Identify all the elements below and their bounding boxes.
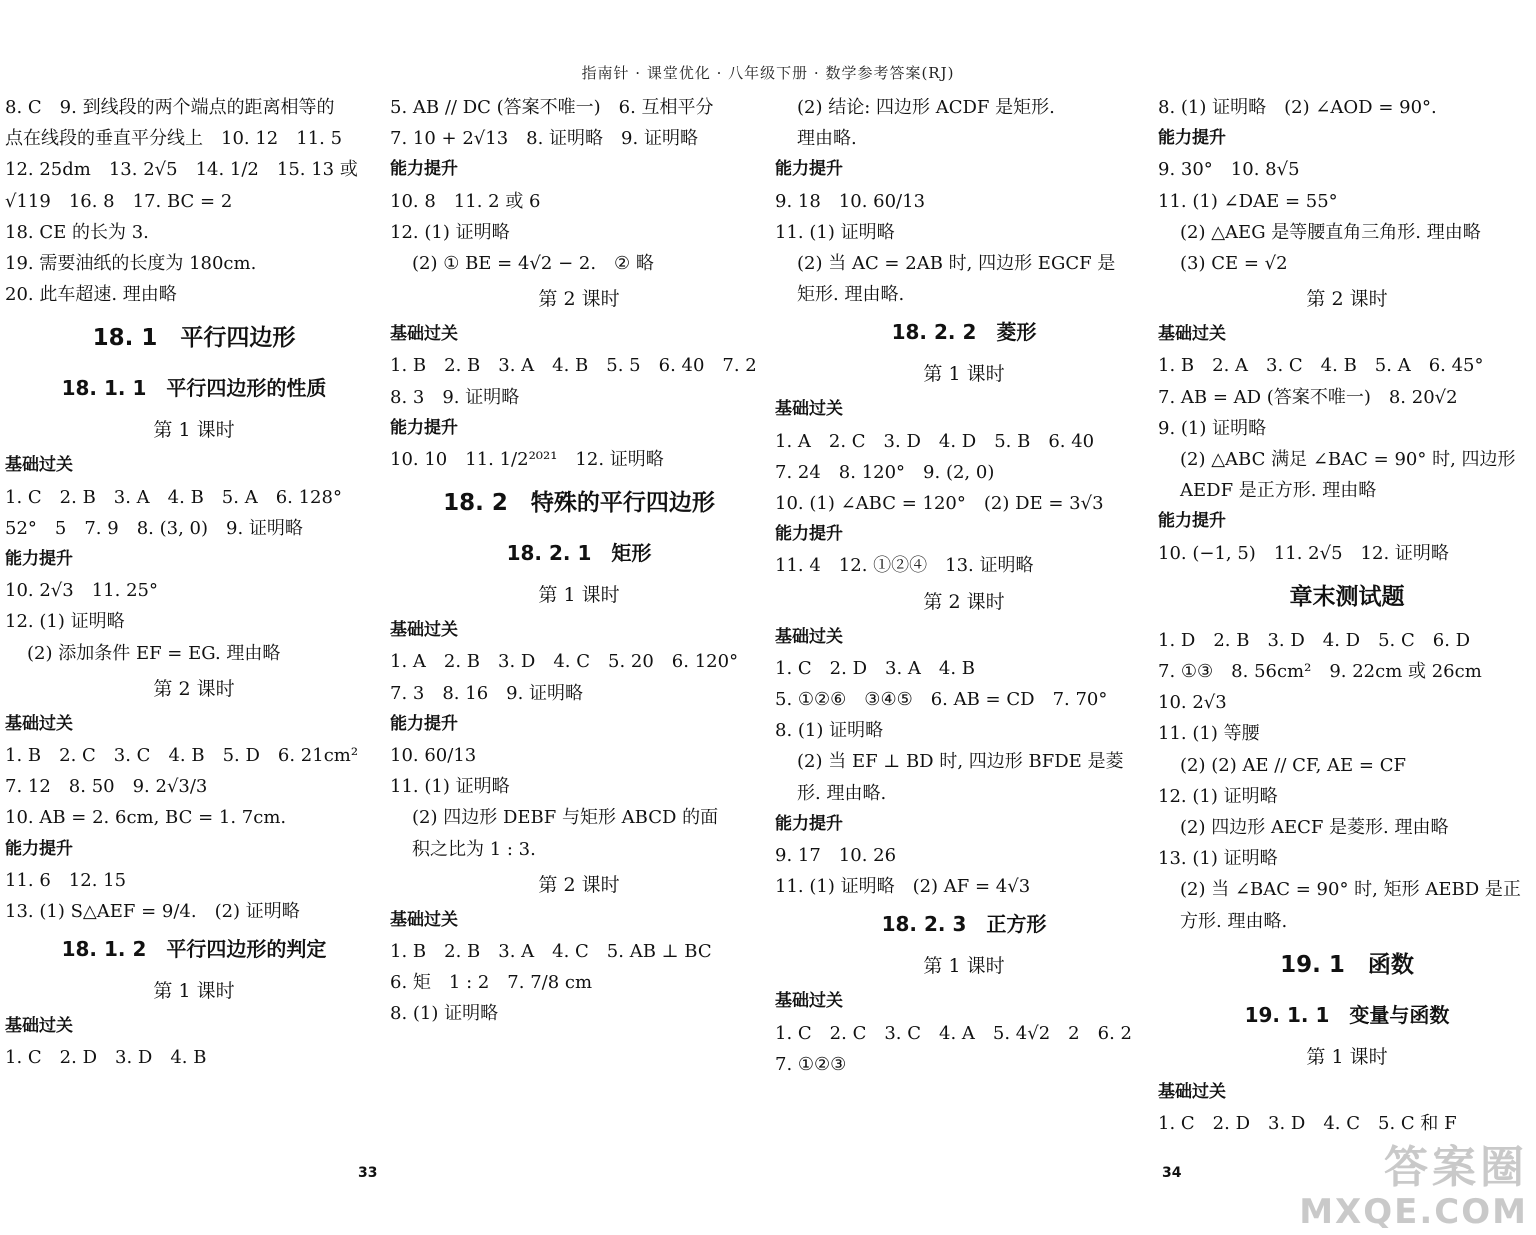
answer-line: 19. 需要油纸的长度为 180cm. [5,253,257,275]
answer-line: 1. C 2. D 3. D 4. C 5. C 和 F [1158,1113,1457,1135]
section-label: 基础过关 [390,324,458,345]
answer-line: 11. 4 12. ①②④ 13. 证明略 [775,555,1034,577]
answer-line: 8. 3 9. 证明略 [390,386,520,408]
answer-subline: (2) 当 EF ⊥ BD 时, 四边形 BFDE 是菱 [797,751,1124,773]
watermark [1299,1143,1528,1231]
answer-line: 10. 2√3 [1158,692,1227,714]
section-label: 基础过关 [390,909,458,930]
section-label: 基础过关 [390,620,458,641]
answer-subline: 理由略. [797,128,857,150]
answer-line: 13. (1) 证明略 [1158,848,1278,870]
answer-line: 9. (1) 证明略 [1158,417,1267,439]
section-label: 能力提升 [775,813,843,834]
answer-line: 12. (1) 证明略 [5,611,125,633]
answer-line: 7. 3 8. 16 9. 证明略 [390,682,584,704]
answer-subline: 矩形. 理由略. [797,284,905,306]
answer-line: 7. 10 + 2√13 8. 证明略 9. 证明略 [390,128,698,150]
answer-line: 1. B 2. B 3. A 4. B 5. 5 6. 40 7. 2 [390,355,757,377]
answer-line: 1. C 2. D 3. A 4. B [775,657,976,679]
answer-subline: 形. 理由略. [797,782,887,804]
watermark-logo-text: 答案圈 [1384,1142,1528,1193]
section-label: 基础过关 [1158,1081,1226,1102]
lesson-heading: 第 1 课时 [1306,1045,1388,1068]
answer-line: 10. 2√3 11. 25° [5,580,158,602]
answer-subline: (2) (2) AE // CF, AE = CF [1180,754,1406,776]
answer-column-3 [775,92,1153,1080]
answer-line: 11. (1) 等腰 [1158,723,1260,745]
section-label: 基础过关 [5,455,73,476]
answer-line: 9. 18 10. 60/13 [775,190,926,212]
chapter-heading: 18. 2 特殊的平行四边形 [443,490,715,517]
answer-line: 11. (1) 证明略 (2) AF = 4√3 [775,876,1031,898]
answer-line: 11. (1) ∠DAE = 55° [1158,190,1338,212]
answer-line: 1. A 2. B 3. D 4. C 5. 20 6. 120° [390,651,739,673]
answer-line: 10. (−1, 5) 11. 2√5 12. 证明略 [1158,542,1449,564]
chapter-heading: 章末测试题 [1289,583,1405,610]
lesson-heading: 第 1 课时 [923,363,1005,386]
lesson-heading: 第 1 课时 [153,419,235,442]
answer-line: 1. C 2. D 3. D 4. B [5,1047,207,1069]
watermark-url: MXQE.COM [1299,1192,1528,1232]
answer-line: 10. 10 11. 1/2²⁰²¹ 12. 证明略 [390,449,664,471]
section-label: 能力提升 [775,159,843,180]
answer-line: 12. (1) 证明略 [390,221,510,243]
section-label: 基础过关 [5,713,73,734]
answer-line: 10. 8 11. 2 或 6 [390,190,541,212]
answer-subline: (2) 当 ∠BAC = 90° 时, 矩形 AEBD 是正 [1180,879,1521,901]
section-label: 能力提升 [5,838,73,859]
answer-subline: AEDF 是正方形. 理由略 [1180,480,1377,502]
section-label: 能力提升 [1158,511,1226,532]
answer-subline: 积之比为 1 : 3. [412,838,536,860]
section-heading: 18. 2. 2 菱形 [891,320,1037,345]
lesson-heading: 第 2 课时 [538,873,620,896]
answer-line: 7. 24 8. 120° 9. (2, 0) [775,461,995,483]
answer-column-1 [5,92,383,1074]
section-label: 能力提升 [390,713,458,734]
answer-column-4 [1158,92,1536,1139]
answer-line: 7. 12 8. 50 9. 2√3/3 [5,776,208,798]
answer-line: 12. (1) 证明略 [1158,785,1278,807]
page-number-right: 34 [1162,1165,1182,1181]
section-label: 能力提升 [390,417,458,438]
answer-subline: (2) ① BE = 4√2 − 2. ② 略 [412,253,654,275]
answer-line: 点在线段的垂直平分线上 10. 12 11. 5 [5,128,343,150]
answer-line: 1. C 2. B 3. A 4. B 5. A 6. 128° [5,486,342,508]
answer-line: 13. (1) S△AEF = 9/4. (2) 证明略 [5,901,300,923]
answer-line: 20. 此车超速. 理由略 [5,284,177,306]
answer-line: 9. 17 10. 26 [775,845,897,867]
section-label: 基础过关 [1158,324,1226,345]
section-label: 基础过关 [775,626,843,647]
answer-line: 8. (1) 证明略 [390,1003,499,1025]
answer-line: 10. 60/13 [390,745,477,767]
chapter-heading: 19. 1 函数 [1280,951,1414,978]
answer-subline: 方形. 理由略. [1180,910,1288,932]
answer-subline: (2) 当 AC = 2AB 时, 四边形 EGCF 是 [797,253,1116,275]
answer-line: 1. B 2. A 3. C 4. B 5. A 6. 45° [1158,355,1484,377]
answer-line: 11. (1) 证明略 [775,221,895,243]
section-label: 能力提升 [1158,128,1226,149]
section-label: 基础过关 [775,991,843,1012]
section-label: 基础过关 [775,399,843,420]
answer-line: 1. B 2. B 3. A 4. C 5. AB ⊥ BC [390,941,712,963]
answer-line: 1. A 2. C 3. D 4. D 5. B 6. 40 [775,430,1095,452]
answer-line: 12. 25dm 13. 2√5 14. 1/2 15. 13 或 [5,159,358,181]
answer-subline: (2) 结论: 四边形 ACDF 是矩形. [797,97,1055,118]
answer-line: 6. 矩 1 : 2 7. 7/8 cm [390,972,593,994]
section-heading: 18. 1. 1 平行四边形的性质 [61,376,327,401]
answer-line: 8. C 9. 到线段的两个端点的距离相等的 [5,97,335,118]
section-heading: 18. 1. 2 平行四边形的判定 [61,937,327,962]
answer-line: 5. AB // DC (答案不唯一) 6. 互相平分 [390,97,714,118]
lesson-heading: 第 2 课时 [538,288,620,311]
answer-subline: (2) 四边形 DEBF 与矩形 ABCD 的面 [412,807,719,829]
answer-line: 10. AB = 2. 6cm, BC = 1. 7cm. [5,807,287,829]
answer-subline: (2) △ABC 满足 ∠BAC = 90° 时, 四边形 [1180,449,1516,471]
lesson-heading: 第 2 课时 [923,590,1005,613]
lesson-heading: 第 1 课时 [538,584,620,607]
answer-line: 8. (1) 证明略 (2) ∠AOD = 90°. [1158,97,1437,118]
answer-line: 9. 30° 10. 8√5 [1158,159,1300,181]
section-heading: 18. 2. 3 正方形 [881,912,1047,937]
answer-line: 5. ①②⑥ ③④⑤ 6. AB = CD 7. 70° [775,689,1108,711]
answer-line: 8. (1) 证明略 [775,720,884,742]
answer-line: √119 16. 8 17. BC = 2 [5,190,233,212]
answer-line: 52° 5 7. 9 8. (3, 0) 9. 证明略 [5,517,303,539]
answer-line: 7. ①③ 8. 56cm² 9. 22cm 或 26cm [1158,661,1482,683]
section-heading: 18. 2. 1 矩形 [506,541,652,566]
lesson-heading: 第 2 课时 [1306,288,1388,311]
page-header: 指南针 · 课堂优化 · 八年级下册 · 数学参考答案(RJ) [581,64,955,82]
section-label: 能力提升 [775,524,843,545]
answer-subline: (2) 添加条件 EF = EG. 理由略 [27,642,281,664]
answer-subline: (3) CE = √2 [1180,253,1288,275]
section-label: 能力提升 [5,549,73,570]
answer-line: 7. ①②③ [775,1053,847,1075]
answer-line: 11. (1) 证明略 [390,776,510,798]
answer-line: 7. AB = AD (答案不唯一) 8. 20√2 [1158,386,1458,408]
lesson-heading: 第 1 课时 [153,980,235,1003]
lesson-heading: 第 2 课时 [153,677,235,700]
answer-line: 11. 6 12. 15 [5,869,127,891]
section-heading: 19. 1. 1 变量与函数 [1244,1002,1450,1027]
answer-subline: (2) 四边形 AECF 是菱形. 理由略 [1180,817,1449,839]
page-number-left: 33 [358,1165,378,1181]
section-label: 能力提升 [390,159,458,180]
answer-line: 10. (1) ∠ABC = 120° (2) DE = 3√3 [775,493,1104,515]
answer-line: 1. C 2. C 3. C 4. A 5. 4√2 2 6. 2 [775,1022,1132,1044]
chapter-heading: 18. 1 平行四边形 [92,325,296,352]
answer-column-2 [390,92,768,1030]
lesson-heading: 第 1 课时 [923,955,1005,978]
answer-line: 1. B 2. C 3. C 4. B 5. D 6. 21cm² [5,745,359,767]
answer-line: 1. D 2. B 3. D 4. D 5. C 6. D [1158,629,1471,651]
section-label: 基础过关 [5,1016,73,1037]
answer-subline: (2) △AEG 是等腰直角三角形. 理由略 [1180,221,1481,243]
answer-line: 18. CE 的长为 3. [5,221,149,243]
